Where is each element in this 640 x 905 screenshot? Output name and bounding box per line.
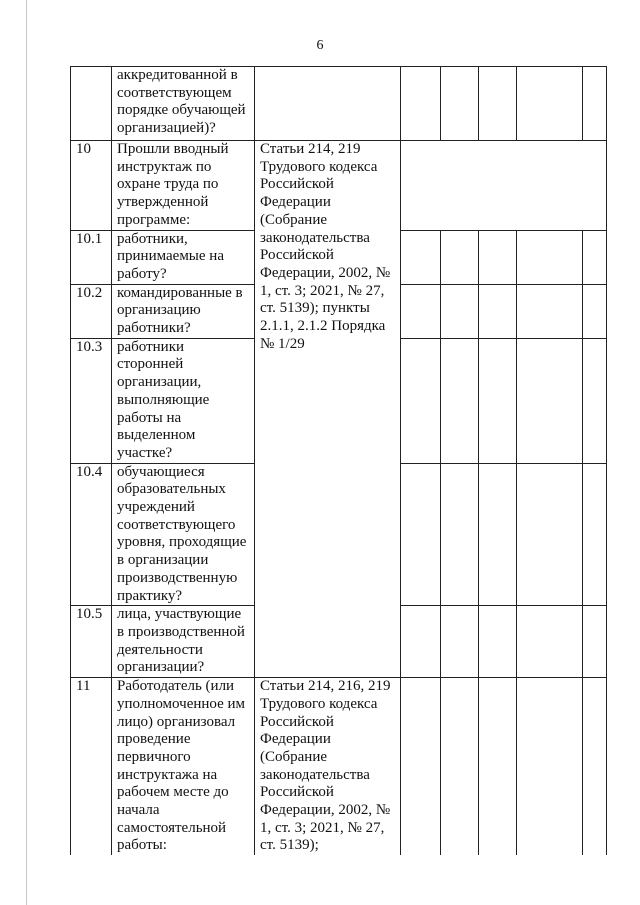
question-cell — [112, 606, 255, 678]
answer-yes-cell — [401, 284, 441, 338]
question-cell — [112, 141, 255, 231]
row-number: 10.5 — [71, 606, 112, 678]
answer-no-cell — [441, 463, 479, 606]
extra-cell — [583, 606, 607, 678]
answer-yes-cell — [401, 338, 441, 463]
table-row — [71, 678, 607, 856]
page-number: 6 — [316, 38, 324, 53]
reference-cell — [255, 678, 401, 856]
question-cell — [112, 230, 255, 284]
row-number — [71, 67, 112, 141]
question-text: работники сторонней организации, выполняющие работы на выделенном участке? — [117, 338, 210, 461]
row-number: 10.4 — [71, 463, 112, 606]
question-text: лица, участвующие в производственной деятельности организации? — [117, 606, 245, 676]
answer-na-cell — [479, 230, 517, 284]
reference-cell — [255, 141, 401, 678]
answer-na-cell — [479, 284, 517, 338]
table-row — [71, 141, 607, 231]
merged-answer-cell — [401, 141, 607, 231]
answer-yes-cell — [401, 463, 441, 606]
answer-no-cell — [441, 338, 479, 463]
question-text: обучающиеся образовательных учреждений соответствующего уровня, проходящие в организации производственную практику? — [117, 463, 247, 604]
answer-no-cell — [441, 606, 479, 678]
extra-cell — [583, 463, 607, 606]
extra-cell — [583, 338, 607, 463]
question-text: Прошли вводный инструктаж по охране труда по утвержденной программе: — [117, 141, 229, 228]
scan-edge-line — [26, 0, 27, 905]
question-text: Работодатель (или уполномоченное им лицо) организовал проведение первичного инструктажа на рабочем месте до начала самостоятельной работы: — [117, 678, 246, 854]
answer-na-cell — [479, 678, 517, 856]
row-number: 10.1 — [71, 230, 112, 284]
answer-yes-cell — [401, 678, 441, 856]
extra-cell — [583, 284, 607, 338]
answer-yes-cell — [401, 67, 441, 141]
question-cell — [112, 678, 255, 856]
extra-cell — [583, 230, 607, 284]
notes-cell — [517, 463, 583, 606]
checklist-table — [70, 66, 607, 855]
question-cell — [112, 463, 255, 606]
reference-text: Статьи 214, 216, 219 Трудового кодекса Российской Федерации (Собрание законодательства Российской Федерации, 2002, № 1, ст. 3; 2021, № 27, ст. 5139); — [260, 678, 391, 854]
reference-text: Статьи 214, 219 Трудового кодекса Российской Федерации (Собрание законодательства Российской Федерации, 2002, № 1, ст. 3; 2021, № 27, ст. 5139); пункты 2.1.1, 2.1.2 Порядка № 1/29 — [260, 141, 391, 352]
answer-yes-cell — [401, 606, 441, 678]
notes-cell — [517, 678, 583, 856]
answer-na-cell — [479, 463, 517, 606]
answer-yes-cell — [401, 230, 441, 284]
notes-cell — [517, 284, 583, 338]
answer-na-cell — [479, 606, 517, 678]
answer-no-cell — [441, 67, 479, 141]
row-number: 10.3 — [71, 338, 112, 463]
row-number: 11 — [71, 678, 112, 856]
question-text: работники, принимаемые на работу? — [117, 230, 224, 282]
answer-na-cell — [479, 338, 517, 463]
question-cell — [112, 338, 255, 463]
answer-no-cell — [441, 678, 479, 856]
answer-no-cell — [441, 284, 479, 338]
answer-na-cell — [479, 67, 517, 141]
extra-cell — [583, 678, 607, 856]
notes-cell — [517, 67, 583, 141]
extra-cell — [583, 67, 607, 141]
notes-cell — [517, 338, 583, 463]
question-text: аккредитованной в соответствующем порядке обучающей организацией)? — [117, 67, 246, 137]
row-number: 10.2 — [71, 284, 112, 338]
question-text: командированные в организацию работники? — [117, 284, 243, 337]
notes-cell — [517, 606, 583, 678]
question-cell — [112, 284, 255, 338]
table-row — [71, 67, 607, 141]
notes-cell — [517, 230, 583, 284]
reference-cell — [255, 67, 401, 141]
row-number: 10 — [71, 141, 112, 231]
question-cell — [112, 67, 255, 141]
answer-no-cell — [441, 230, 479, 284]
